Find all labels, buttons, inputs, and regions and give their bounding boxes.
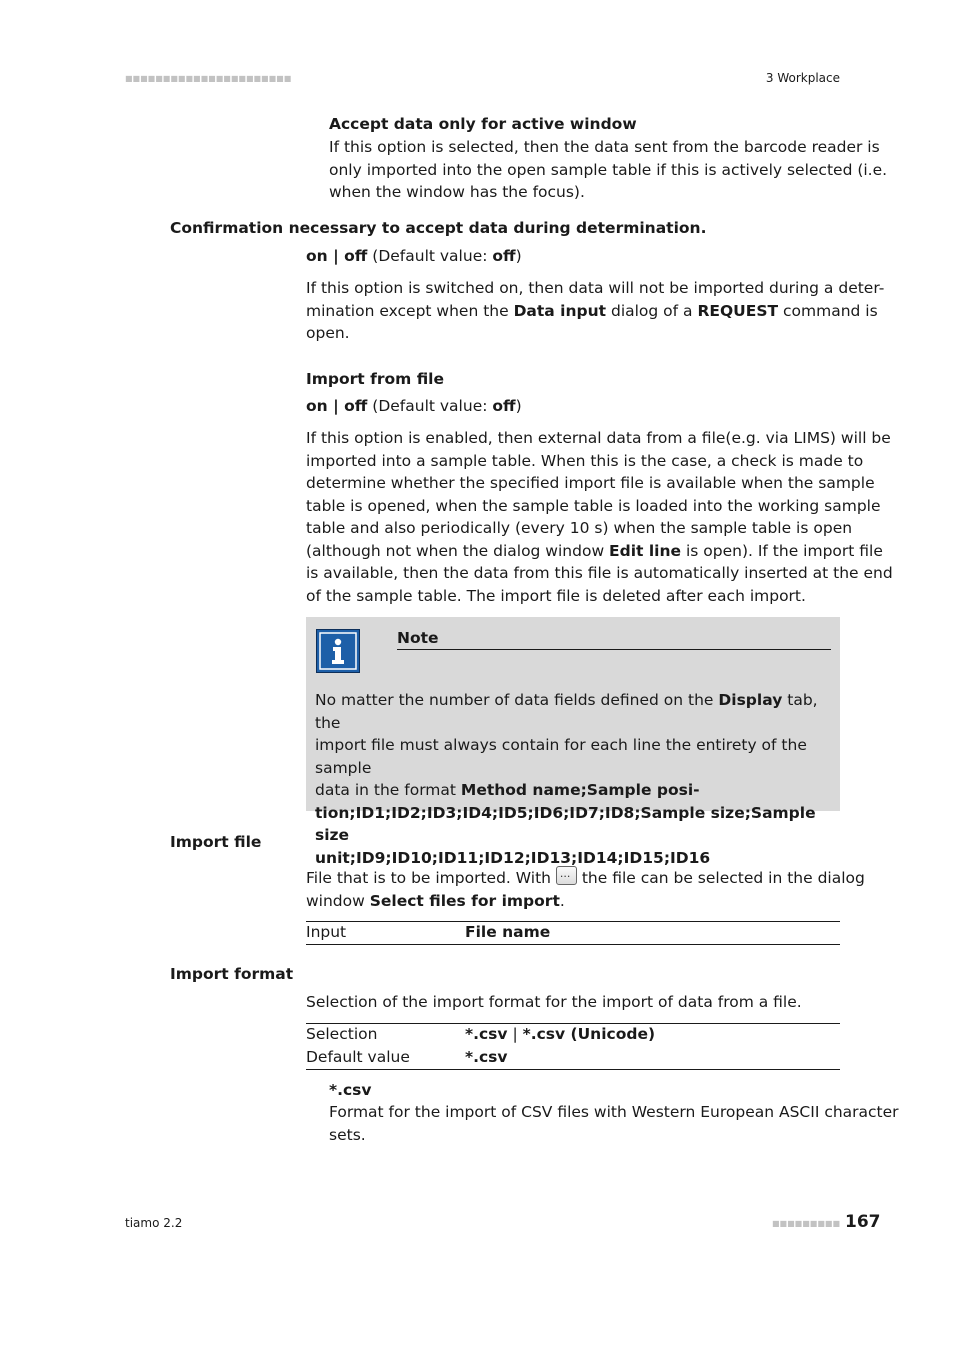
chapter-title: 3 Workplace [765, 71, 840, 85]
text-span: the file can be selected in the dialog [576, 869, 865, 887]
confirmation-title: Confirmation necessary to accept data during determination. [170, 219, 707, 237]
note-box [306, 617, 840, 867]
table-rule-bottom [306, 1069, 840, 1070]
text-line [315, 779, 840, 802]
text-span: window [306, 891, 370, 910]
browse-button-icon [556, 866, 577, 885]
text-line: table is opened, when the sample table is loaded into the working sample [306, 496, 881, 515]
table-value-input: File name [465, 923, 551, 941]
table-label-selection: Selection [306, 1025, 378, 1043]
csv-option-desc [329, 1101, 899, 1146]
default-prefix: (Default value: [372, 397, 493, 415]
text-line: imported into a sample table. When this is the case, a check is made to [306, 451, 864, 470]
text-span: tab, the [315, 691, 818, 732]
onoff-label: on | off [306, 397, 368, 415]
import-from-file-options [306, 396, 522, 416]
confirmation-desc [306, 277, 884, 345]
text-line: unit;ID9;ID10;ID11;ID12;ID13;ID14;ID15;ID16 [315, 848, 711, 867]
text-line [306, 300, 884, 323]
import-from-file-title: Import from file [306, 370, 445, 388]
text-line [306, 540, 893, 563]
table-label-default: Default value [306, 1048, 410, 1066]
text-line: when the window has the focus). [329, 183, 585, 201]
text-span: data in the format [315, 781, 461, 799]
text-line: Format for the import of CSV files with Western European ASCII character [329, 1103, 899, 1121]
onoff-label: on | off [306, 247, 368, 265]
text-line: import file must always contain for each line the entirety of the sample [315, 736, 807, 777]
text-line: is available, then the data from this file is automatically inserted at the end [306, 564, 893, 582]
text-line [315, 689, 840, 734]
note-title-rule [397, 649, 831, 650]
default-prefix: (Default value: [372, 247, 493, 265]
import-file-desc [306, 866, 865, 912]
import-format-title: Import format [170, 965, 294, 983]
text-span: (although not when the dialog window [306, 541, 610, 560]
note-title: Note [397, 629, 439, 647]
text-line: only imported into the open sample table if this is actively selected (i.e. [329, 160, 888, 179]
text-span: is open). If the import file [681, 541, 883, 560]
text-span: No matter the number of data fields defined on the [315, 691, 719, 709]
ui-term: Edit line [609, 541, 682, 560]
text-span: mination except when the [306, 301, 514, 320]
ui-term: Display [718, 691, 783, 709]
product-version: tiamo 2.2 [125, 1216, 183, 1230]
ui-term: Select files for import [369, 891, 560, 910]
text-line: of the sample table. The import file is deleted after each import. [306, 586, 806, 605]
table-rule-bottom [306, 944, 840, 945]
table-rule-top [306, 921, 840, 922]
header-decoration: ■■■■■■■■■■■■■■■■■■■■■■ [125, 74, 292, 83]
import-file-title: Import file [170, 833, 262, 851]
text-span: command is [778, 301, 878, 320]
info-icon [316, 629, 360, 673]
default-suffix: ) [515, 397, 522, 415]
text-line: If this option is selected, then the data sent from the barcode reader is [329, 138, 880, 156]
text-line: determine whether the specified import file is available when the sample [306, 474, 875, 492]
ui-term: Data input [513, 301, 607, 320]
table-label-input: Input [306, 923, 347, 941]
default-value: off [492, 397, 516, 415]
text-line [306, 866, 865, 890]
accept-active-desc [329, 136, 887, 204]
accept-active-title: Accept data only for active window [329, 115, 637, 133]
page-number: 167 [845, 1212, 881, 1232]
ui-term: REQUEST [697, 301, 779, 320]
table-value-selection [465, 1024, 655, 1044]
text-line: open. [306, 324, 350, 342]
text-line: table and also periodically (every 10 s) when the sample table is open [306, 519, 853, 537]
text-line: tion;ID1;ID2;ID3;ID4;ID5;ID6;ID7;ID8;Sample size;Sample size [315, 803, 816, 844]
text-span: . [559, 891, 565, 910]
footer-decoration: ■■■■■■■■■ [772, 1219, 841, 1228]
note-text [315, 689, 840, 869]
ui-term: Method name;Sample posi- [460, 781, 700, 799]
table-value-default: *.csv [465, 1048, 508, 1066]
default-suffix: ) [515, 247, 522, 265]
option-separator: | [507, 1025, 523, 1043]
import-from-file-desc [306, 427, 893, 607]
import-format-desc: Selection of the import format for the import of data from a file. [306, 993, 802, 1011]
text-line: If this option is switched on, then data will not be imported during a deter- [306, 279, 885, 297]
text-line: sets. [329, 1125, 366, 1144]
confirmation-options [306, 246, 522, 266]
option-csv-unicode: *.csv (Unicode) [522, 1025, 656, 1043]
ellipsis-glyph: ... [559, 867, 571, 880]
text-line: If this option is enabled, then external data from a file(e.g. via LIMS) will be [306, 429, 891, 447]
option-csv: *.csv [465, 1025, 508, 1043]
default-value: off [492, 247, 516, 265]
csv-option-title: *.csv [329, 1081, 372, 1099]
text-line [306, 890, 865, 913]
text-span: File that is to be imported. With [306, 869, 556, 887]
text-span: dialog of a [606, 301, 698, 320]
